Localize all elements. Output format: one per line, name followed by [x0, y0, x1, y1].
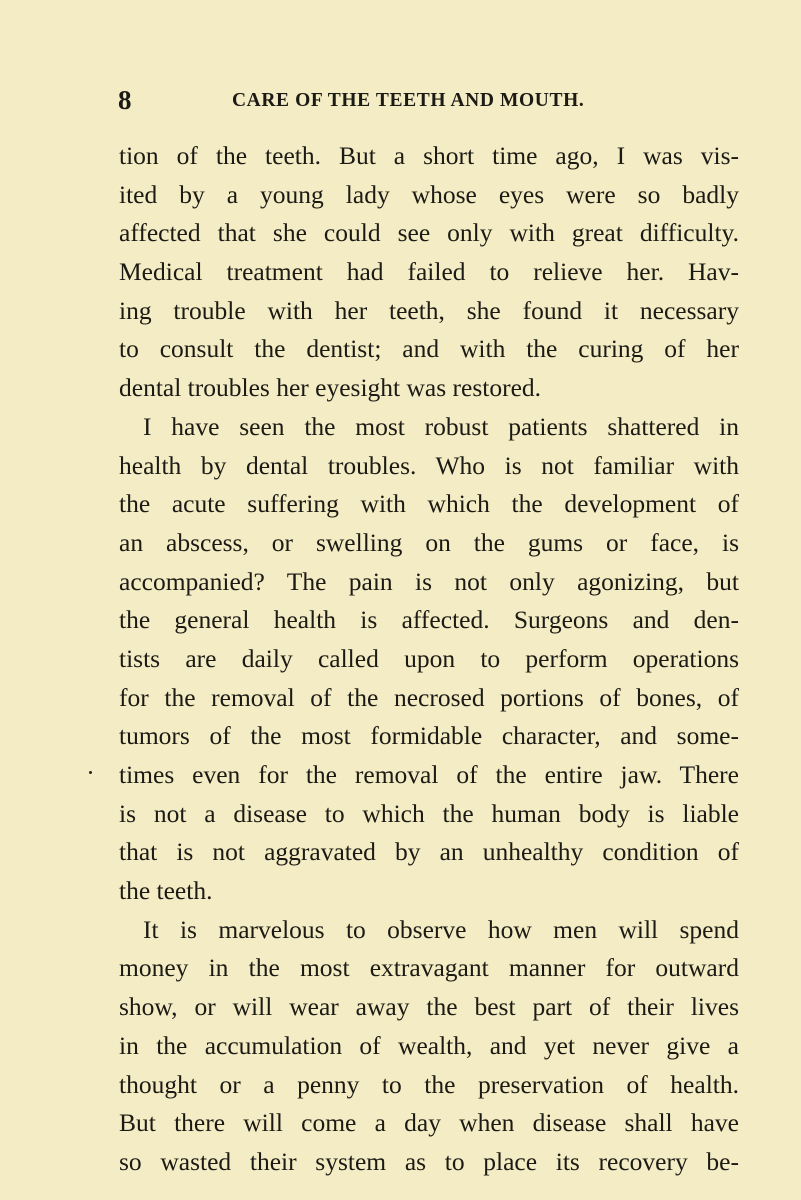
paragraph-end-line: the teeth. [119, 876, 213, 906]
paragraph-end-line: dental troubles her eyesight was restored. [119, 373, 542, 403]
text-line: that is not aggravated by an unhealthy condition of [119, 837, 739, 867]
text-line: tists are daily called upon to perform operations [119, 643, 739, 673]
text-line: so wasted their system as to place its recovery be- [119, 1146, 739, 1176]
text-line: affected that she could see only with great difficulty. [119, 218, 739, 248]
text-line: for the removal of the necrosed portions of bones, of [119, 682, 739, 712]
text-line: Medical treatment had failed to relieve her. Hav- [119, 257, 739, 287]
text-line: ited by a young lady whose eyes were so badly [119, 179, 739, 209]
body-text [119, 137, 739, 1182]
text-line: the acute suffering with which the development of [119, 489, 739, 519]
text-line: an abscess, or swelling on the gums or face, is [119, 527, 739, 557]
text-line: the general health is affected. Surgeons and den- [119, 605, 739, 635]
text-line: is not a disease to which the human body is liable [119, 798, 739, 828]
text-line: tumors of the most formidable character, and some- [119, 721, 739, 751]
running-head [118, 85, 738, 115]
text-line: tion of the teeth. But a short time ago, I was vis- [119, 141, 739, 170]
page-number: 8 [118, 85, 132, 115]
text-line: health by dental troubles. Who is not familiar with [119, 450, 739, 480]
running-head-title: CARE OF THE TEETH AND MOUTH. [232, 90, 585, 111]
text-line: ing trouble with her teeth, she found it necessary [119, 295, 739, 325]
paragraph-start-line: I have seen the most robust patients shattered in [143, 411, 739, 441]
text-line: times even for the removal of the entire jaw. There [119, 760, 739, 789]
text-line: money in the most extravagant manner for outward [119, 953, 739, 983]
text-line: show, or will wear away the best part of their lives [119, 992, 739, 1022]
text-line: in the accumulation of wealth, and yet never give a [119, 1030, 739, 1060]
margin-speck [89, 771, 92, 774]
text-line: accompanied? The pain is not only agonizing, but [119, 566, 739, 596]
text-line: thought or a penny to the preservation of health. [119, 1069, 739, 1099]
text-line: But there will come a day when disease shall have [119, 1108, 739, 1138]
text-line: to consult the dentist; and with the curing of her [119, 334, 739, 364]
paragraph-start-line: It is marvelous to observe how men will spend [143, 914, 739, 944]
